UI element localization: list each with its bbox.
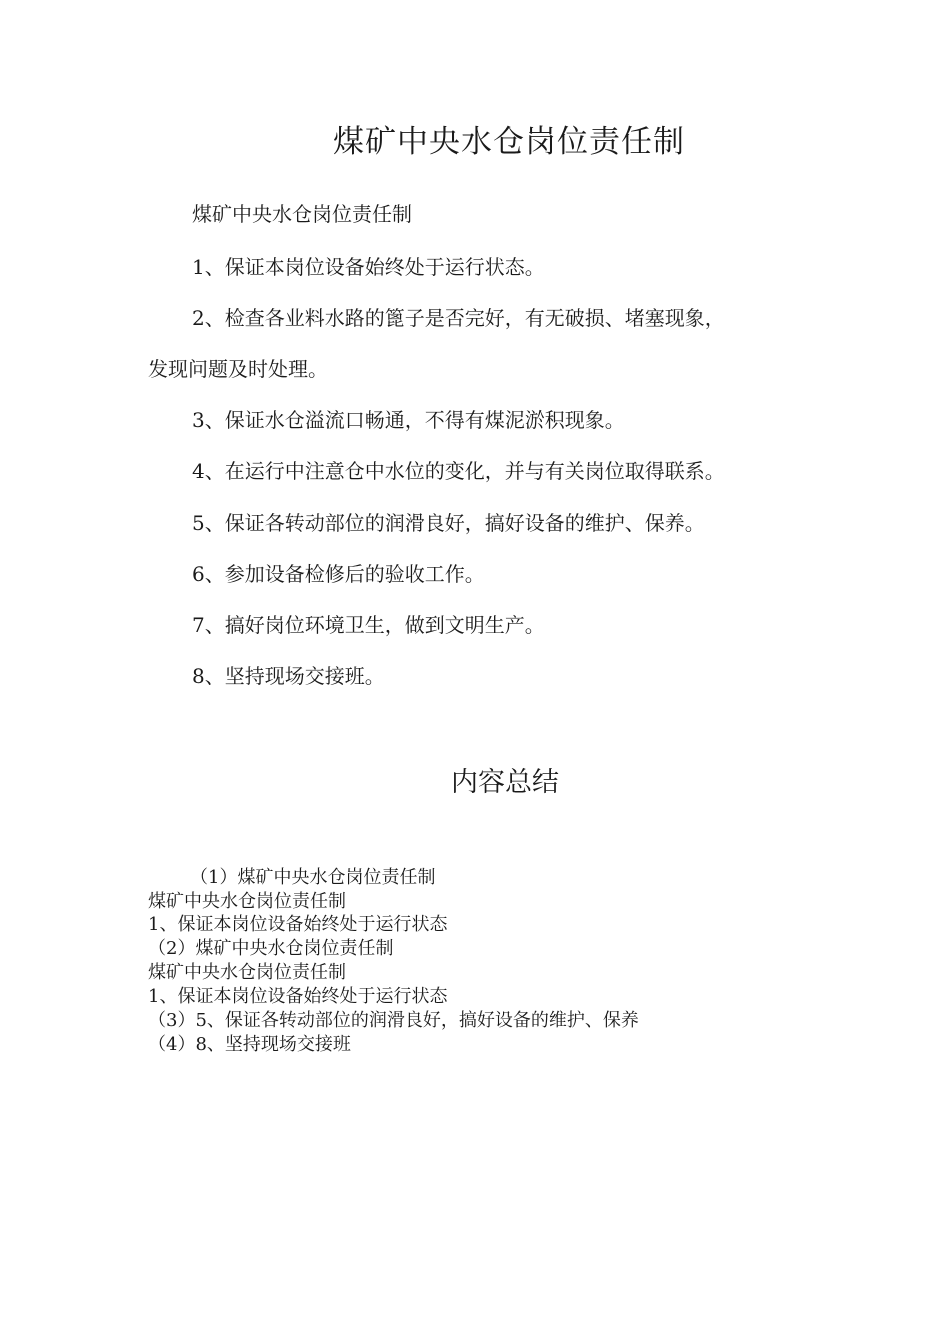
- document-title: 煤矿中央水仓岗位责任制: [333, 124, 685, 160]
- duty-item-8: 8、坚持现场交接班。: [192, 664, 385, 688]
- summary-line-4: （2）煤矿中央水仓岗位责任制: [148, 938, 394, 959]
- duty-item-5: 5、保证各转动部位的润滑良好，搞好设备的维护、保养。: [192, 511, 705, 535]
- duty-item-2-continuation: 发现问题及时处理。: [148, 357, 328, 381]
- summary-line-6: 1、保证本岗位设备始终处于运行状态: [148, 986, 448, 1007]
- duty-item-2: 2、检查各业料水路的篦子是否完好，有无破损、堵塞现象，: [192, 306, 725, 330]
- summary-title: 内容总结: [451, 767, 559, 798]
- summary-line-8: （4）8、坚持现场交接班: [148, 1034, 351, 1055]
- summary-line-7: （3）5、保证各转动部位的润滑良好，搞好设备的维护、保养: [148, 1010, 639, 1031]
- duty-item-3: 3、保证水仓溢流口畅通，不得有煤泥淤积现象。: [192, 408, 625, 432]
- summary-line-3: 1、保证本岗位设备始终处于运行状态: [148, 914, 448, 935]
- document-subtitle: 煤矿中央水仓岗位责任制: [192, 202, 412, 226]
- duty-item-6: 6、参加设备检修后的验收工作。: [192, 562, 485, 586]
- duty-item-4: 4、在运行中注意仓中水位的变化，并与有关岗位取得联系。: [192, 459, 725, 483]
- summary-line-2: 煤矿中央水仓岗位责任制: [148, 891, 346, 912]
- summary-line-5: 煤矿中央水仓岗位责任制: [148, 962, 346, 983]
- duty-item-1: 1、保证本岗位设备始终处于运行状态。: [192, 255, 545, 279]
- summary-line-1: （1）煤矿中央水仓岗位责任制: [190, 867, 436, 888]
- duty-item-7: 7、搞好岗位环境卫生，做到文明生产。: [192, 613, 545, 637]
